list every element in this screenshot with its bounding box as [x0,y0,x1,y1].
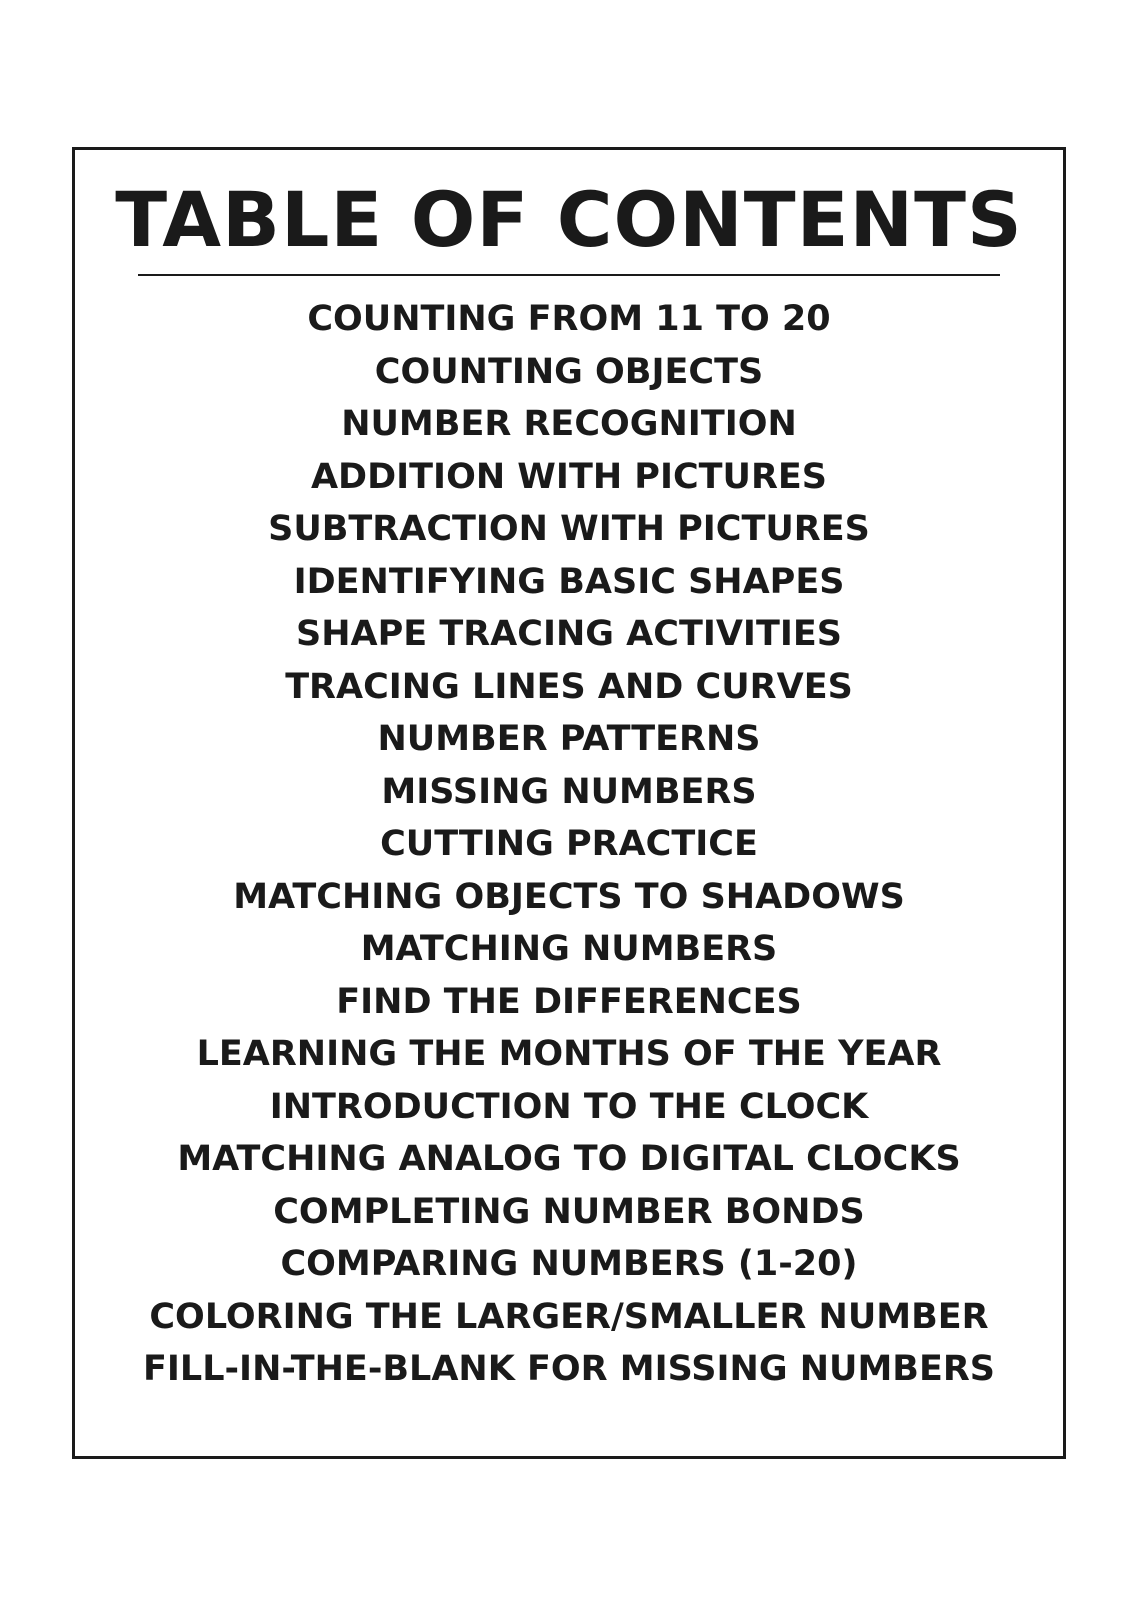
toc-item: SHAPE TRACING ACTIVITIES [296,614,842,654]
toc-item: MATCHING NUMBERS [360,929,778,969]
toc-item: IDENTIFYING BASIC SHAPES [293,561,845,602]
toc-frame [72,147,1066,1459]
toc-item: MATCHING OBJECTS TO SHADOWS [233,876,905,917]
toc-item: NUMBER RECOGNITION [341,404,797,444]
toc-item: NUMBER PATTERNS [377,719,761,759]
toc-item: COMPLETING NUMBER BONDS [273,1191,865,1232]
toc-item: MISSING NUMBERS [381,771,757,812]
toc-item: TRACING LINES AND CURVES [285,666,853,707]
toc-item: MATCHING ANALOG TO DIGITAL CLOCKS [177,1139,961,1179]
toc-item: FIND THE DIFFERENCES [336,981,802,1022]
toc-item: CUTTING PRACTICE [380,824,758,864]
toc-item: SUBTRACTION WITH PICTURES [268,509,870,549]
page-title: TABLE OF CONTENTS [115,175,1023,264]
toc-item: INTRODUCTION TO THE CLOCK [269,1086,869,1127]
toc-item: FILL-IN-THE-BLANK FOR MISSING NUMBERS [142,1349,996,1389]
title-divider [138,274,1000,276]
toc-item: COUNTING OBJECTS [374,351,764,392]
toc-item: LEARNING THE MONTHS OF THE YEAR [196,1034,942,1074]
toc-list [75,293,1063,1396]
toc-item: COUNTING FROM 11 TO 20 [307,299,831,339]
toc-item: COLORING THE LARGER/SMALLER NUMBER [149,1296,989,1337]
toc-item: ADDITION WITH PICTURES [310,456,828,497]
toc-item: COMPARING NUMBERS (1-20) [280,1244,858,1284]
